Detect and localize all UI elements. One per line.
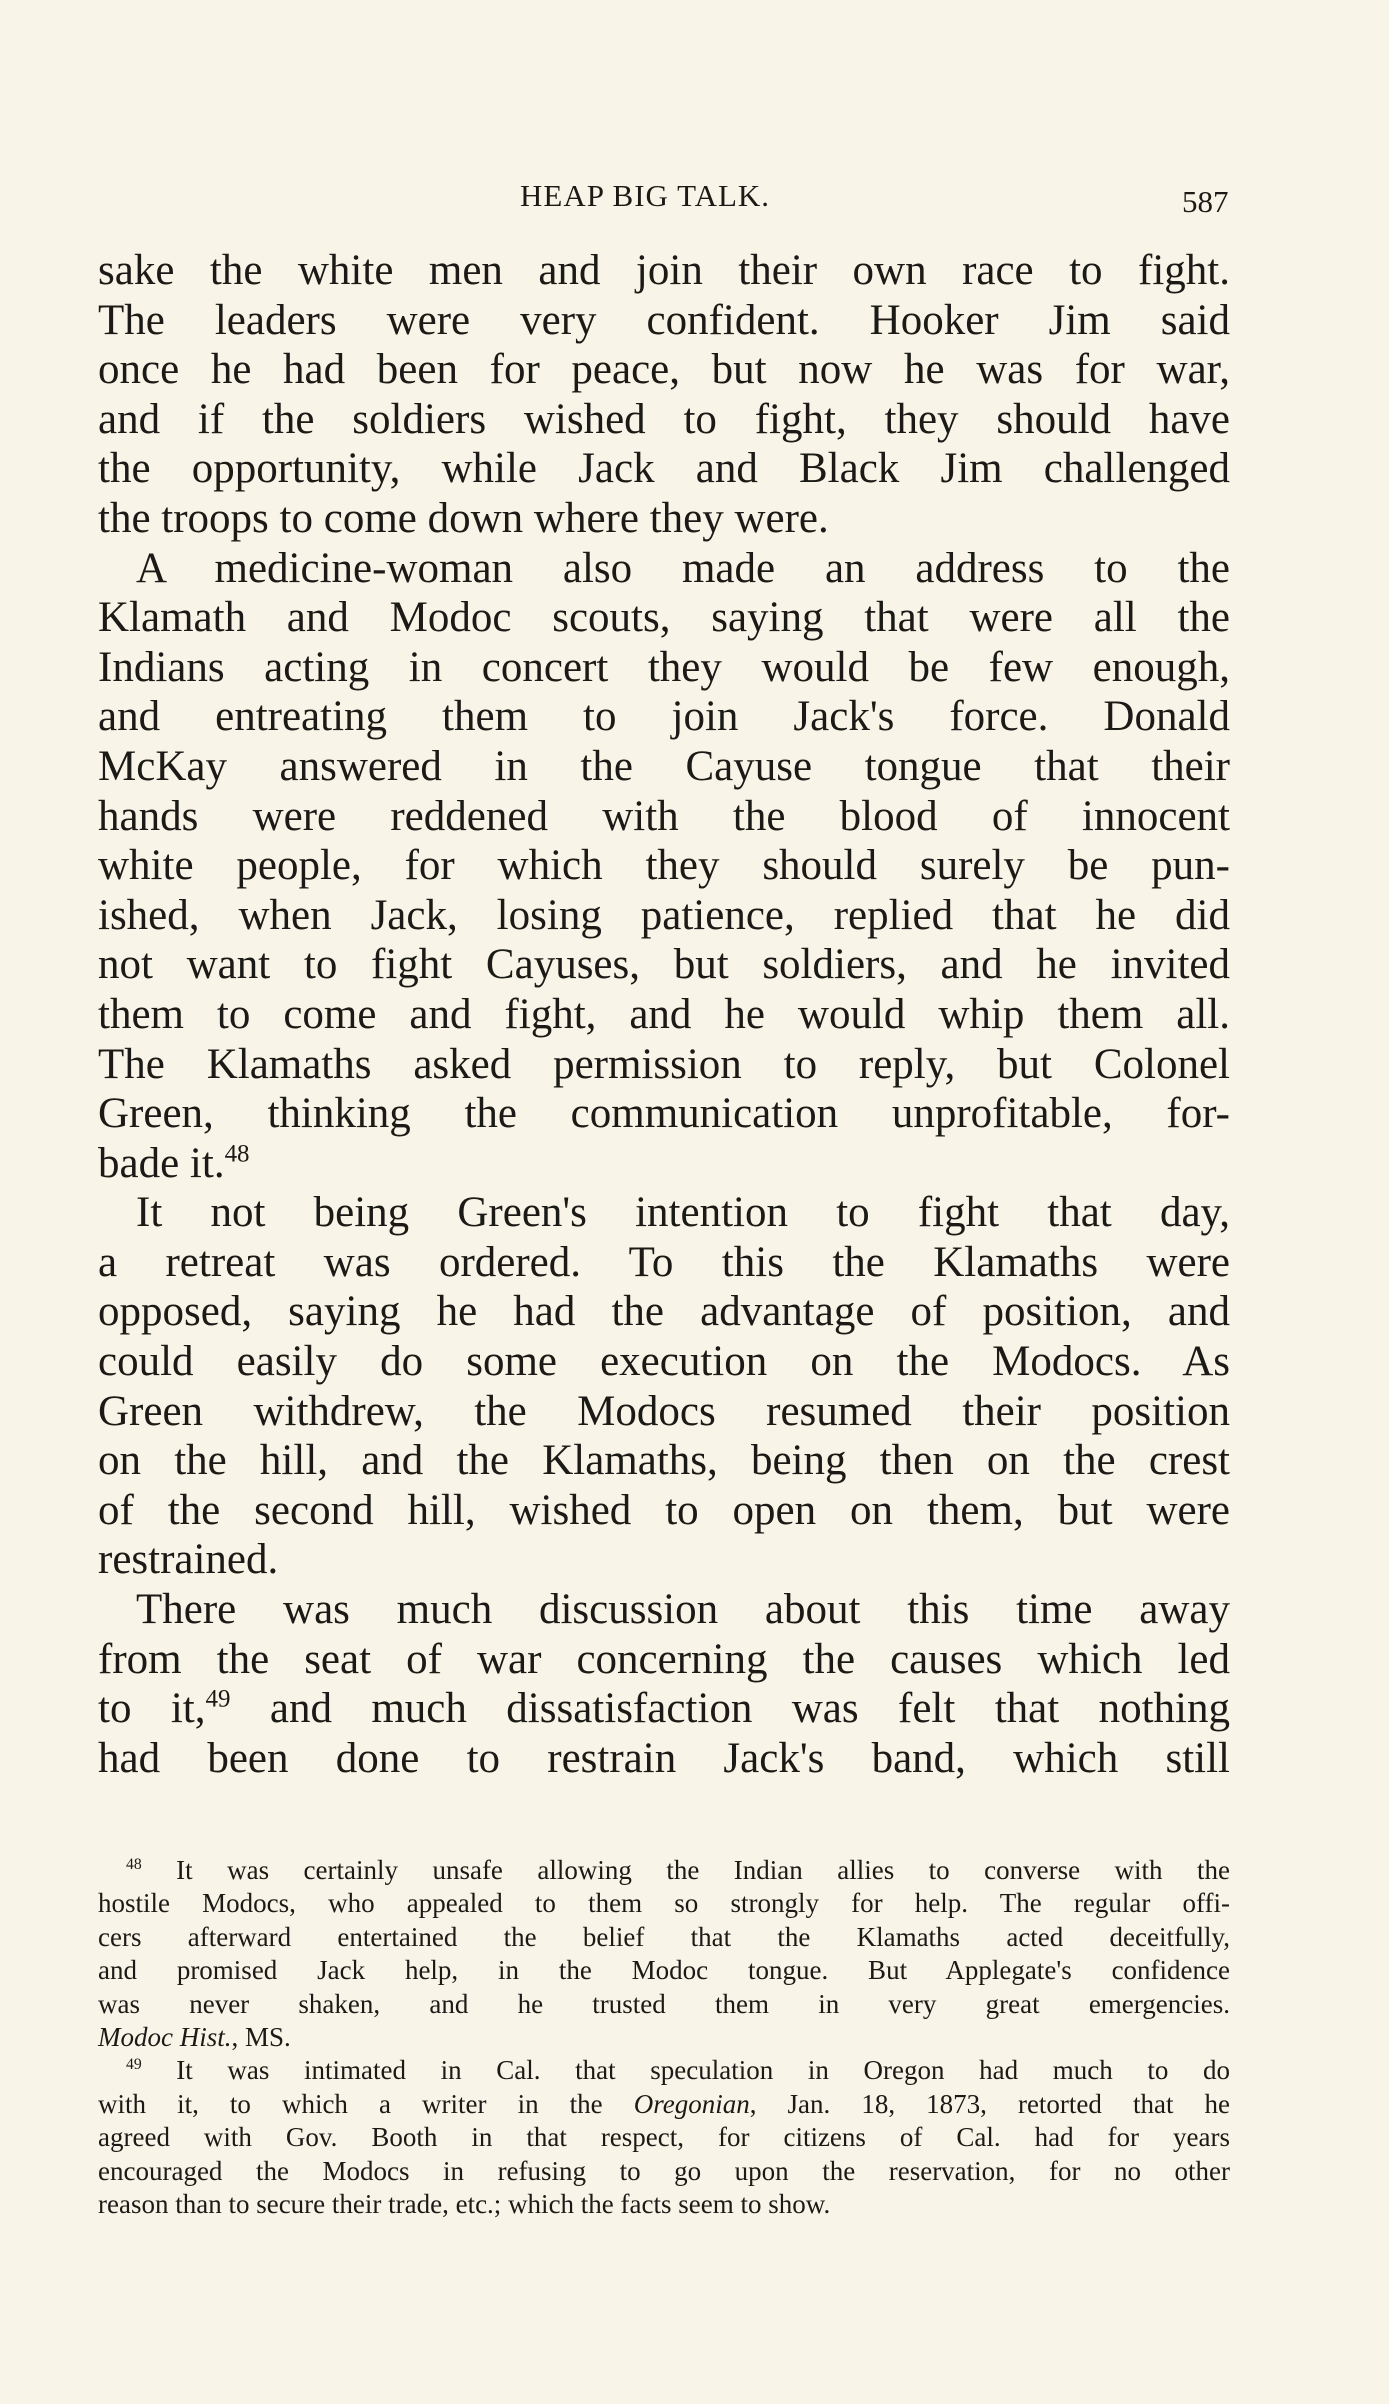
text-line: a retreat was ordered. To this the Klamaths were xyxy=(98,1238,1230,1286)
footnote-line xyxy=(98,2088,1230,2121)
text-line: on the hill, and the Klamaths, being then on the crest xyxy=(98,1437,1230,1485)
text-line: McKay answered in the Cayuse tongue that their xyxy=(98,742,1230,790)
footnote-ref-48[interactable]: 48 xyxy=(224,1140,250,1168)
text-line: restrained. xyxy=(98,1536,279,1584)
text-line: opposed, saying he had the advantage of position, and xyxy=(98,1288,1230,1336)
text-line: A medicine-woman also made an address to the xyxy=(136,544,1230,592)
footnotes xyxy=(98,1854,1230,2221)
text-line: ished, when Jack, losing patience, replied that he did xyxy=(98,891,1230,939)
text-line: Green withdrew, the Modocs resumed their position xyxy=(98,1387,1230,1435)
text-line: had been done to restrain Jack's band, which still xyxy=(98,1734,1230,1782)
footnote-number: 48 xyxy=(126,1856,142,1873)
footnote-line: reason than to secure their trade, etc.; which the facts seem to show. xyxy=(98,2189,831,2220)
text-line: There was much discussion about this time away xyxy=(136,1586,1230,1634)
text-line: sake the white men and join their own race to fight. xyxy=(98,247,1230,294)
text-line: Indians acting in concert they would be few enough, xyxy=(98,643,1230,691)
text-line: The leaders were very confident. Hooker Jim said xyxy=(98,296,1230,344)
text-line: the opportunity, while Jack and Black Jim challenged xyxy=(98,445,1230,493)
footnote-48 xyxy=(98,1854,1230,1887)
text-line: The Klamaths asked permission to reply, but Colonel xyxy=(98,1040,1230,1088)
footnote-line: agreed with Gov. Booth in that respect, for citizens of Cal. had for years xyxy=(98,2122,1230,2153)
footnote-text: It was intimated in Cal. that speculation in Oregon had much to do xyxy=(176,2055,1230,2086)
text-line: not want to fight Cayuses, but soldiers, and he invited xyxy=(98,941,1230,989)
footnote-line: hostile Modocs, who appealed to them so strongly for help. The regular offi- xyxy=(98,1888,1230,1919)
footnote-text: It was certainly unsafe allowing the Indian allies to converse with the xyxy=(176,1855,1231,1885)
footnote-text: , MS. xyxy=(231,2022,291,2053)
text-line: and entreating them to join Jack's force. Donald xyxy=(98,693,1230,741)
text-line xyxy=(98,1684,1230,1734)
text-line: hands were reddened with the blood of innocent xyxy=(98,792,1230,840)
text-line: them to come and fight, and he would whip them all. xyxy=(98,990,1230,1038)
footnote-text: with it, to which a writer in the xyxy=(98,2088,603,2119)
footnote-line xyxy=(98,2021,1230,2054)
running-title: HEAP BIG TALK. xyxy=(520,178,771,213)
text-line: and if the soldiers wished to fight, they should have xyxy=(98,395,1230,443)
footnote-ref-49[interactable]: 49 xyxy=(205,1685,231,1713)
text-fragment: and much dissatisfaction was felt that nothing xyxy=(230,1685,1230,1733)
footnote-49 xyxy=(98,2054,1230,2087)
running-header xyxy=(0,178,1389,218)
text-line: could easily do some execution on the Modocs. As xyxy=(98,1338,1230,1386)
text-line: white people, for which they should surely be pun- xyxy=(98,842,1230,890)
text-line: Green, thinking the communication unprofitable, for- xyxy=(98,1090,1230,1138)
text-line xyxy=(98,1139,1230,1189)
footnote-line: and promised Jack help, in the Modoc tongue. But Applegate's confidence xyxy=(98,1955,1230,1986)
footnote-number: 49 xyxy=(126,2056,142,2074)
footnote-line: encouraged the Modocs in refusing to go upon the reservation, for no other xyxy=(98,2155,1230,2186)
text-line: the troops to come down where they were. xyxy=(98,494,829,542)
footnote-line: was never shaken, and he trusted them in very great emergencies. xyxy=(98,1988,1230,2019)
main-text xyxy=(98,246,1230,1783)
text-line: It not being Green's intention to fight that day, xyxy=(136,1189,1230,1237)
footnote-source: Modoc Hist. xyxy=(98,2022,232,2053)
text-fragment: to it, xyxy=(98,1685,206,1733)
text-line: once he had been for peace, but now he was for war, xyxy=(98,346,1230,394)
footnote-periodical: Oregonian xyxy=(633,2088,750,2119)
footnote-line: cers afterward entertained the belief that the Klamaths acted deceitfully, xyxy=(98,1921,1230,1952)
page-number: 587 xyxy=(1182,184,1229,219)
text-line: from the seat of war concerning the causes which led xyxy=(98,1635,1230,1683)
text-line: of the second hill, wished to open on them, but were xyxy=(98,1486,1230,1534)
text-line: Klamath and Modoc scouts, saying that were all the xyxy=(98,594,1230,642)
text-fragment: bade it. xyxy=(98,1139,225,1187)
footnote-text: , Jan. 18, 1873, retorted that he xyxy=(749,2088,1230,2119)
